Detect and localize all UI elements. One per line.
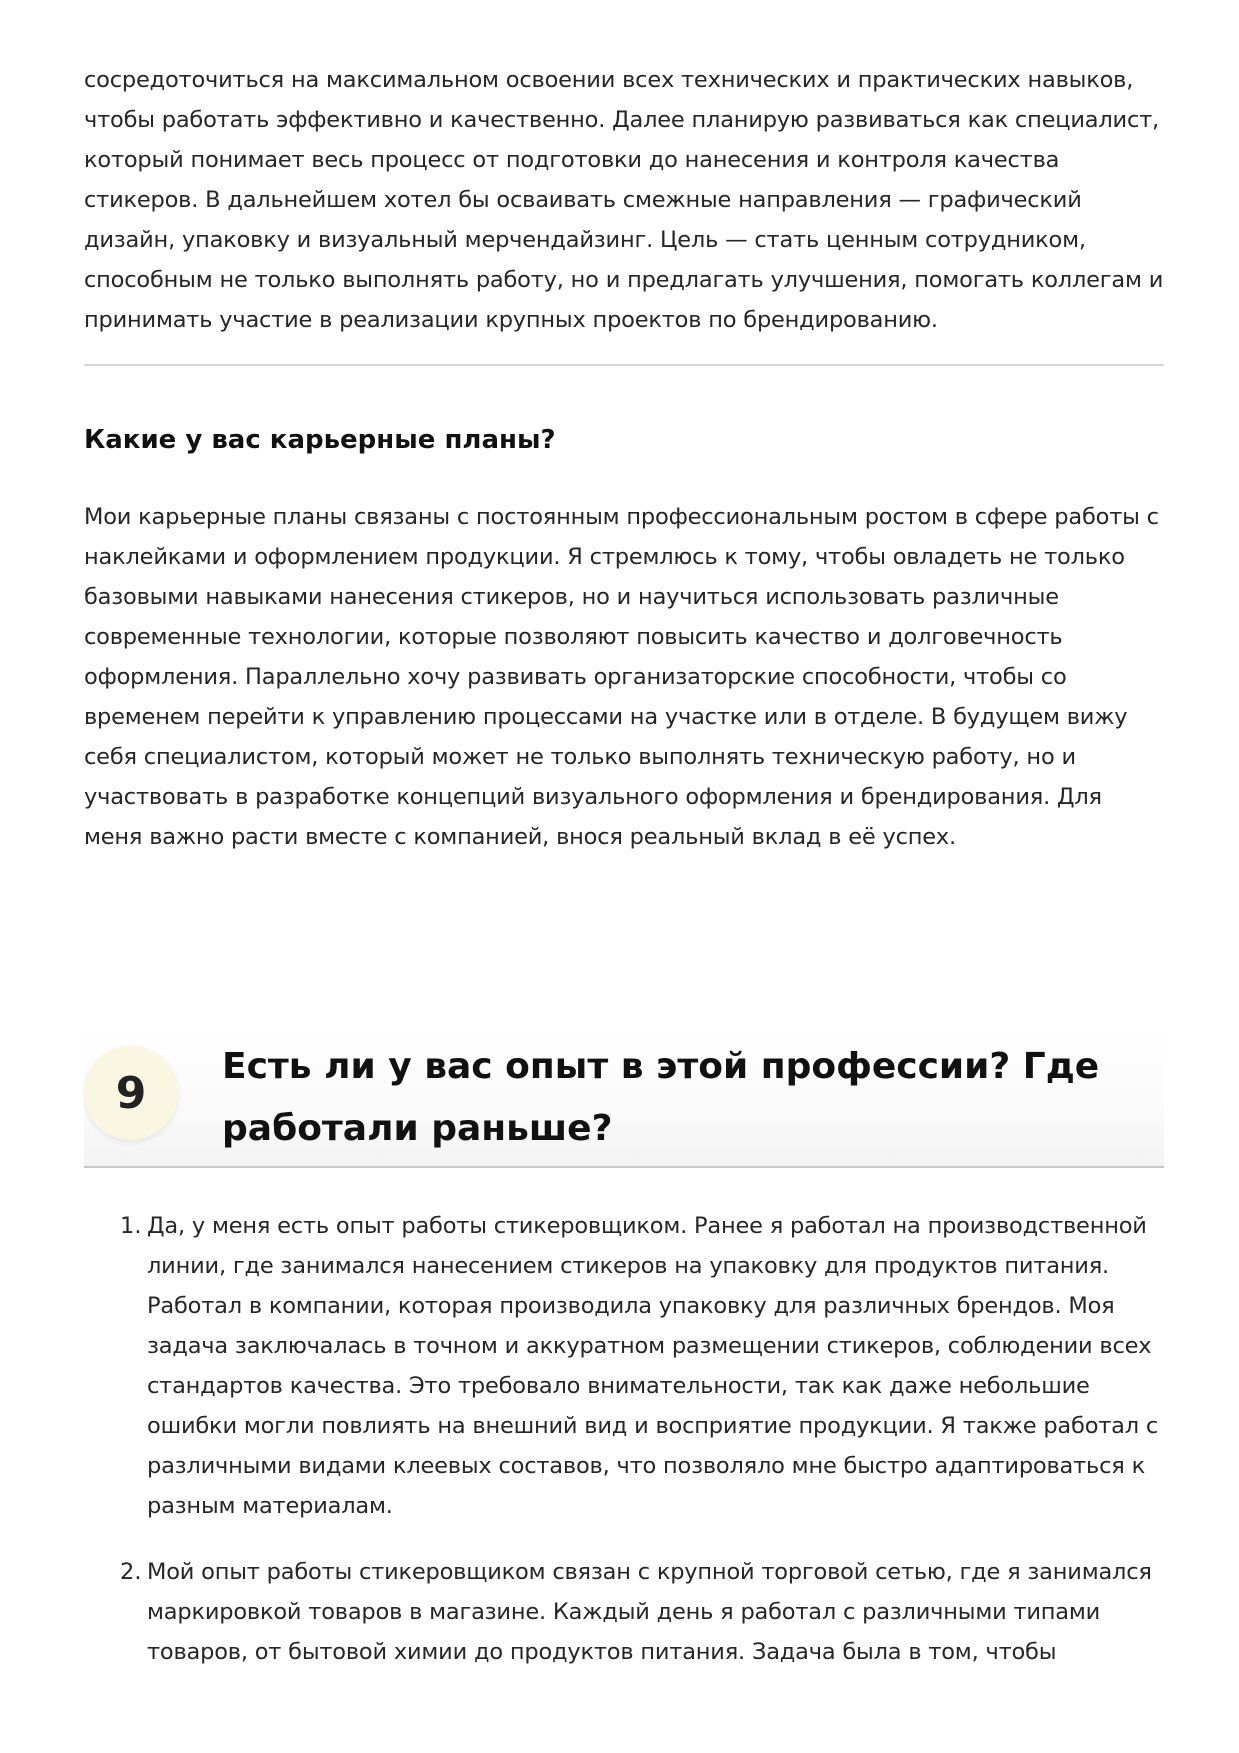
question-title: Есть ли у вас опыт в этой профессии? Где работали раньше? xyxy=(222,1046,1100,1149)
section-divider xyxy=(84,364,1164,366)
list-item-text: Да, у меня есть опыт работы стикеровщиком. Ранее я работал на производственной линии, где занимался нанесением стикеров на упаковку для продуктов питания. Работал в компании, которая производила упаковку для различных брендов. Моя задача заключалась в точном и аккуратном размещении стикеров, соблюдении всех стандартов качества. Это требовало внимательности, так как даже небольшие ошибки могли повлиять на внешний вид и восприятие продукции. Я также работал с различными видами клеевых составов, что позволяло мне быстро адаптироваться к разным материалам. xyxy=(147,1213,1159,1519)
career-plans-heading: Какие у вас карьерные планы? xyxy=(84,425,556,455)
question-number-badge: 9 xyxy=(84,1046,178,1140)
list-item-text: Мой опыт работы стикеровщиком связан с крупной торговой сетью, где я занимался маркировкой товаров в магазине. Каждый день я работал с различными типами товаров, от бытовой химии до продуктов питания. Задача была в том, чтобы xyxy=(147,1559,1152,1665)
list-item xyxy=(84,1552,1164,1672)
career-plans-answer: Мои карьерные планы связаны с постоянным профессиональным ростом в сфере работы с наклейками и оформлением продукции. Я стремлюсь к тому, чтобы овладеть не только базовыми навыками нанесения стикеров, но и научиться использовать различные современные технологии, которые позволяют повысить качество и долговечность оформления. Параллельно хочу развивать организаторские способности, чтобы со временем перейти к управлению процессами на участке или в отделе. В будущем вижу себя специалистом, который может не только выполнять техническую работу, но и участвовать в разработке концепций визуального оформления и брендирования. Для меня важно расти вместе с компанией, внося реальный вклад в её успех. xyxy=(84,504,1159,850)
answer-list xyxy=(84,1206,1164,1698)
list-item-number: 2. xyxy=(120,1559,142,1585)
question-header xyxy=(84,1030,1164,1168)
list-item xyxy=(84,1206,1164,1526)
list-item-number: 1. xyxy=(120,1213,142,1239)
intro-paragraph: сосредоточиться на максимальном освоении всех технических и практических навыков, чтобы работать эффективно и качественно. Далее планирую развиваться как специалист, который понимает весь процесс от подготовки до нанесения и контроля качества стикеров. В дальнейшем хотел бы осваивать смежные направления — графический дизайн, упаковку и визуальный мерчендайзинг. Цель — стать ценным сотрудником, способным не только выполнять работу, но и предлагать улучшения, помогать коллегам и принимать участие в реализации крупных проектов по брендированию. xyxy=(84,67,1164,333)
